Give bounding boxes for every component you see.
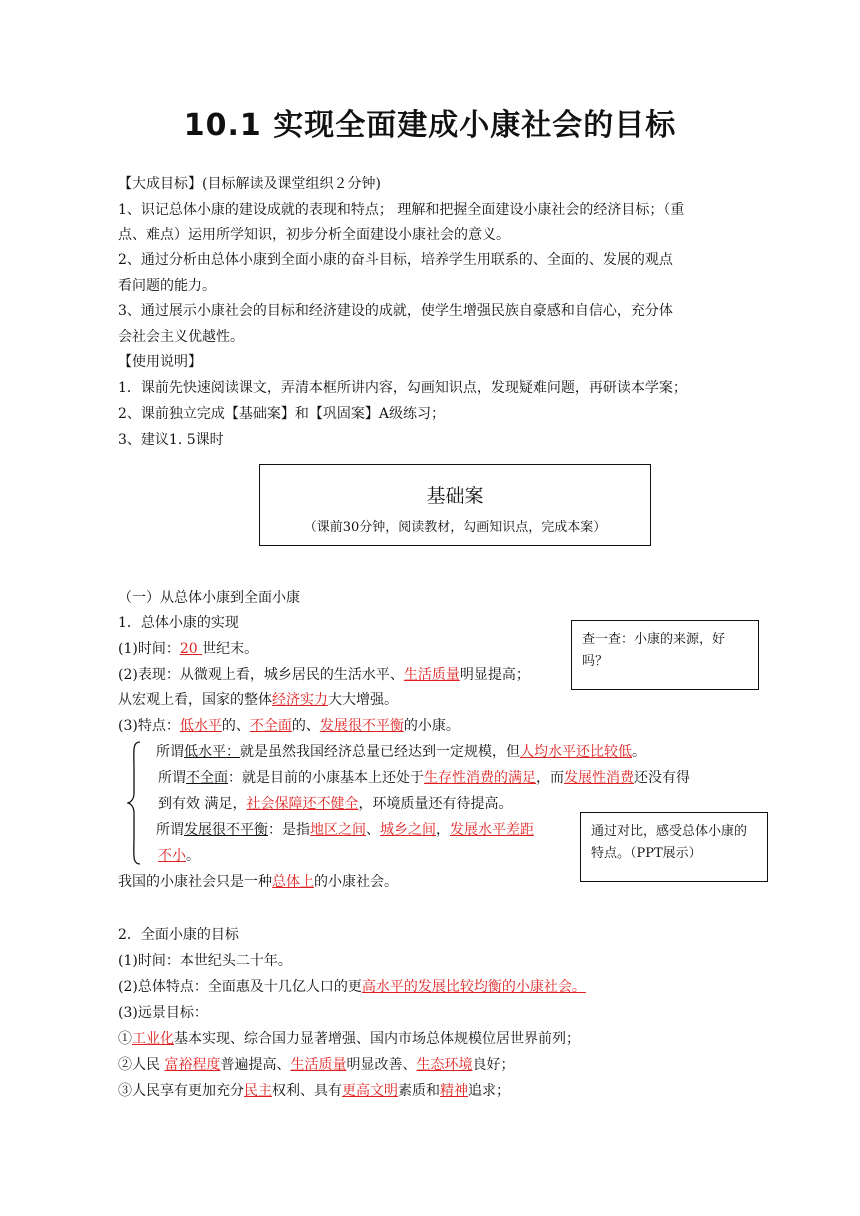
usage-3: 3、建议1. 5课时 bbox=[118, 432, 224, 448]
vision-item-3 bbox=[118, 1081, 510, 1101]
performance-line bbox=[118, 665, 530, 685]
feature-answer-2: 不全面 bbox=[249, 718, 292, 734]
unbalanced-term: 发展很不平衡 bbox=[184, 822, 268, 838]
summary-suffix: 的小康社会。 bbox=[314, 874, 398, 890]
low-level-prefix: 所谓 bbox=[156, 744, 184, 760]
incomplete-answer-3: 社会保障还不健全 bbox=[246, 796, 359, 812]
usage-title: 【使用说明】 bbox=[118, 354, 202, 370]
vision-1-answer: 工业化 bbox=[132, 1031, 174, 1047]
incomplete-prefix: 所谓 bbox=[158, 770, 186, 786]
vision-3-answer-3: 精神 bbox=[440, 1083, 468, 1099]
incomplete-answer-2: 发展性消费 bbox=[564, 770, 634, 786]
performance-text: (2)表现：从微观上看，城乡居民的生活水平、 bbox=[118, 667, 404, 683]
section2-heading: 2．全面小康的目标 bbox=[118, 927, 239, 943]
overall-line bbox=[118, 977, 586, 997]
unbalanced-answer-3: 发展水平差距 bbox=[450, 822, 534, 838]
section1-heading: （一）从总体小康到全面小康 bbox=[118, 590, 300, 606]
feature-sep-1: 的、 bbox=[221, 718, 250, 734]
vision-1-marker: ① bbox=[118, 1031, 132, 1047]
feature-sep-2: 的、 bbox=[291, 718, 320, 734]
macro-suffix: 大大增强。 bbox=[328, 692, 398, 708]
unbalanced-end: 。 bbox=[186, 848, 200, 864]
check-note-box bbox=[571, 620, 759, 690]
goal-1a: 1、识记总体小康的建设成就的表现和特点； 理解和把握全面建设小康社会的经济目标；（重 bbox=[118, 202, 685, 218]
summary-line bbox=[118, 872, 398, 892]
vision-2-mid-2: 明显改善、 bbox=[346, 1057, 417, 1073]
page-title: 10.1 实现全面建成小康社会的目标 bbox=[183, 108, 677, 143]
macro-answer: 经济实力 bbox=[272, 692, 328, 708]
feature-suffix: 的小康。 bbox=[403, 718, 460, 734]
vision-2-answer-2: 生活质量 bbox=[290, 1057, 347, 1073]
goal-1b: 点、难点）运用所学知识，初步分析全面建设小康社会的意义。 bbox=[118, 227, 510, 243]
unbalanced-line bbox=[156, 820, 534, 840]
macro-text: 从宏观上看，国家的整体 bbox=[118, 692, 272, 708]
feature-answer-3: 发展很不平衡 bbox=[319, 718, 404, 734]
vision-2-answer-1: 富裕程度 bbox=[164, 1057, 221, 1073]
compare-note-text: 通过对比，感受总体小康的特点。（PPT展示） bbox=[591, 824, 748, 861]
incomplete-end: ，环境质量还有待提高。 bbox=[358, 796, 513, 812]
time-suffix: 世纪末。 bbox=[202, 641, 259, 657]
incomplete-line-2 bbox=[158, 794, 512, 814]
vision-item-1 bbox=[118, 1029, 580, 1049]
feature-answer-1: 低水平 bbox=[179, 718, 222, 734]
unbalanced-answer-2: 城乡之间 bbox=[380, 822, 436, 838]
vision-3-mid-2: 素质和 bbox=[398, 1083, 440, 1099]
unbalanced-prefix: 所谓 bbox=[156, 822, 184, 838]
goal-2b: 看问题的能力。 bbox=[118, 278, 216, 294]
performance-answer: 生活质量 bbox=[403, 667, 460, 683]
unbalanced-text: ：是指 bbox=[268, 822, 310, 838]
vision-2-suffix: 良好； bbox=[472, 1057, 515, 1073]
low-level-line bbox=[156, 742, 646, 762]
incomplete-suffix: 还没有得 bbox=[634, 770, 690, 786]
vision-item-2 bbox=[118, 1055, 514, 1075]
overall-answer: 高水平的发展比较均衡的小康社会。 bbox=[361, 979, 586, 995]
basic-case-subtitle: （课前30分钟，阅读教材，勾画知识点，完成本案） bbox=[303, 520, 607, 535]
incomplete-continued: 到有效 满足， bbox=[158, 796, 247, 812]
goal-title: 【大成目标】(目标解读及课堂组织２分钟) bbox=[118, 176, 381, 192]
goal-time-line: (1)时间：本世纪头二十年。 bbox=[118, 953, 292, 969]
vision-2-mid-1: 普遍提高、 bbox=[220, 1057, 291, 1073]
overall-text: (2)总体特点：全面惠及十几亿人口的更 bbox=[118, 979, 362, 995]
macro-line bbox=[118, 690, 398, 710]
unbalanced-line-2 bbox=[158, 846, 200, 866]
check-note-text: 查一查：小康的来源，好吗？ bbox=[582, 632, 726, 669]
incomplete-answer-1: 生存性消费的满足 bbox=[424, 770, 536, 786]
vision-2-text: ②人民 bbox=[118, 1057, 165, 1073]
time-label: (1)时间： bbox=[118, 641, 180, 657]
section1-sub1: 1．总体小康的实现 bbox=[118, 615, 239, 631]
vision-2-answer-3: 生态环境 bbox=[416, 1057, 473, 1073]
goal-2a: 2、通过分析由总体小康到全面小康的奋斗目标，培养学生用联系的、全面的、发展的观点 bbox=[118, 252, 673, 268]
incomplete-term: 不全面 bbox=[186, 770, 228, 786]
vision-1-text: 基本实现、综合国力显著增强、国内市场总体规模位居世界前列； bbox=[174, 1031, 580, 1047]
performance-suffix: 明显提高； bbox=[459, 667, 530, 683]
low-level-text: 就是虽然我国经济总量已经达到一定规模，但 bbox=[240, 744, 520, 760]
goal-3b: 会社会主义优越性。 bbox=[118, 329, 244, 345]
usage-2: 2、课前独立完成【基础案】和【巩固案】A级练习； bbox=[118, 406, 446, 422]
low-level-term: 低水平： bbox=[184, 744, 240, 760]
time-answer: 20 bbox=[179, 641, 203, 657]
incomplete-line bbox=[158, 768, 690, 788]
incomplete-mid: ，而 bbox=[536, 770, 564, 786]
unbalanced-sep-2: ， bbox=[436, 822, 450, 838]
vision-heading: (3)远景目标： bbox=[118, 1005, 208, 1021]
vision-3-answer-2: 更高文明 bbox=[342, 1083, 398, 1099]
compare-note-box bbox=[580, 812, 768, 882]
unbalanced-answer-1: 地区之间 bbox=[310, 822, 366, 838]
low-level-answer: 人均水平还比较低 bbox=[520, 744, 632, 760]
summary-text: 我国的小康社会只是一种 bbox=[118, 874, 272, 890]
vision-3-suffix: 追求； bbox=[468, 1083, 510, 1099]
unbalanced-answer-4: 不小 bbox=[158, 848, 186, 864]
summary-answer: 总体上 bbox=[272, 874, 314, 890]
feature-label: (3)特点： bbox=[118, 718, 180, 734]
usage-1: 1．课前先快速阅读课文，弄清本框所讲内容，勾画知识点，发现疑难问题，再研读本学案； bbox=[118, 380, 687, 396]
goal-3a: 3、通过展示小康社会的目标和经济建设的成就，使学生增强民族自豪感和自信心，充分体 bbox=[118, 303, 673, 319]
left-brace-icon bbox=[127, 741, 141, 865]
basic-case-box bbox=[259, 464, 651, 546]
time-line bbox=[118, 639, 258, 659]
unbalanced-sep-1: 、 bbox=[366, 822, 380, 838]
incomplete-text: ：就是目前的小康基本上还处于 bbox=[228, 770, 424, 786]
feature-line bbox=[118, 716, 460, 736]
vision-3-answer-1: 民主 bbox=[244, 1083, 272, 1099]
vision-3-mid-1: 权利、具有 bbox=[272, 1083, 342, 1099]
low-level-end: 。 bbox=[632, 744, 646, 760]
basic-case-heading: 基础案 bbox=[426, 485, 484, 507]
vision-3-text: ③人民享有更加充分 bbox=[118, 1083, 244, 1099]
